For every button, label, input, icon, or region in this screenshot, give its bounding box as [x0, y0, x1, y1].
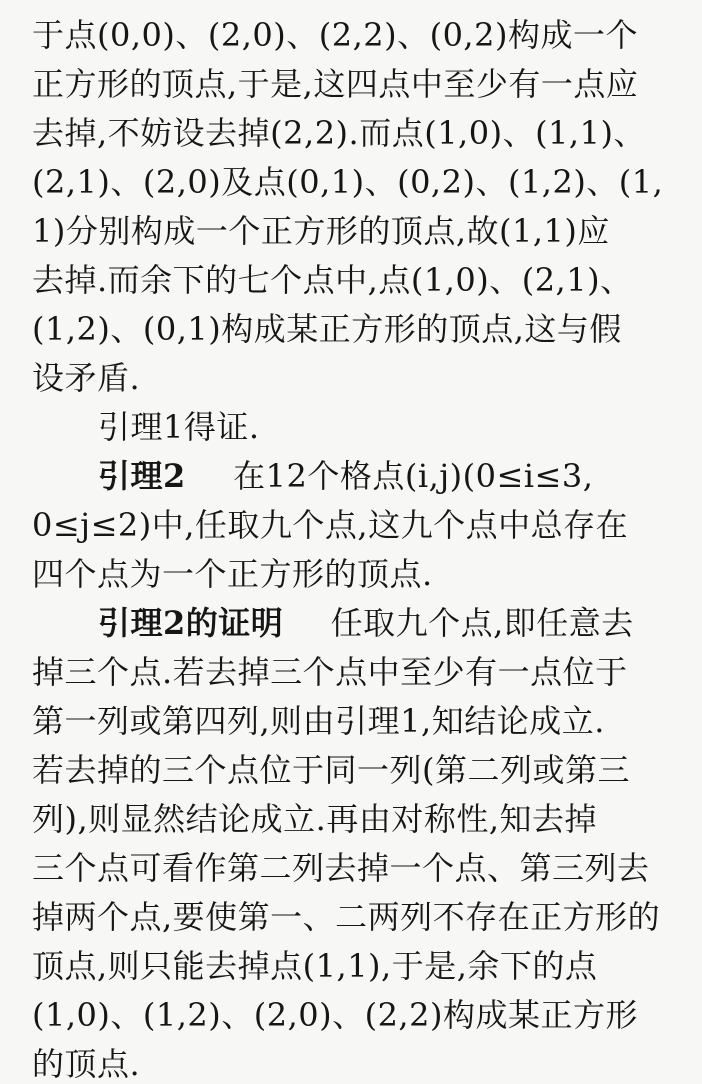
text-line: 顶点,则只能去掉点(1,1),于是,余下的点: [32, 947, 598, 985]
text-line: 去掉,不妨设去掉(2,2).而点(1,0)、(1,1)、: [32, 114, 646, 152]
lemma-2-statement-line: [98, 456, 674, 496]
text-line: 正方形的顶点,于是,这四点中至少有一点应: [32, 65, 639, 103]
text-line: (2,1)、(2,0)及点(0,1)、(0,2)、(1,2)、(1,: [32, 163, 664, 201]
text-line: 第一列或第四列,则由引理1,知结论成立.: [32, 702, 605, 740]
text-line: 列),则显然结论成立.再由对称性,知去掉: [32, 800, 598, 838]
text-line: (1,2)、(0,1)构成某正方形的顶点,这与假: [32, 310, 622, 348]
text-line: 于点(0,0)、(2,0)、(2,2)、(0,2)构成一个: [32, 16, 638, 54]
lemma-2-proof-heading-line: [98, 603, 674, 643]
lemma-2-proof-title: 引理2的证明: [98, 604, 284, 642]
text-line: 的顶点.: [32, 1045, 141, 1083]
text-line: (1,0)、(1,2)、(2,0)、(2,2)构成某正方形: [32, 996, 638, 1034]
text-line: 三个点可看作第二列去掉一个点、第三列去: [32, 849, 650, 887]
text-line: 掉三个点.若去掉三个点中至少有一点位于: [32, 653, 628, 691]
text-line: 掉两个点,要使第一、二两列不存在正方形的: [32, 898, 661, 936]
lemma-2-proof-text: 任取九个点,即任意去: [330, 604, 634, 642]
lemma-1-conclusion: 引理1得证.: [98, 408, 260, 446]
text-line: 0≤j≤2)中,任取九个点,这九个点中总存在: [32, 506, 629, 544]
text-line: 若去掉的三个点位于同一列(第二列或第三: [32, 751, 630, 789]
text-line: 四个点为一个正方形的顶点.: [32, 555, 433, 593]
lemma-2-text: 在12个格点(i,j)(0≤i≤3,: [233, 457, 594, 495]
text-line: 设矛盾.: [32, 359, 141, 397]
text-line: 去掉.而余下的七个点中,点(1,0)、(2,1)、: [32, 261, 633, 299]
text-line: 1)分别构成一个正方形的顶点,故(1,1)应: [32, 212, 610, 250]
lemma-2-title: 引理2: [98, 457, 186, 495]
